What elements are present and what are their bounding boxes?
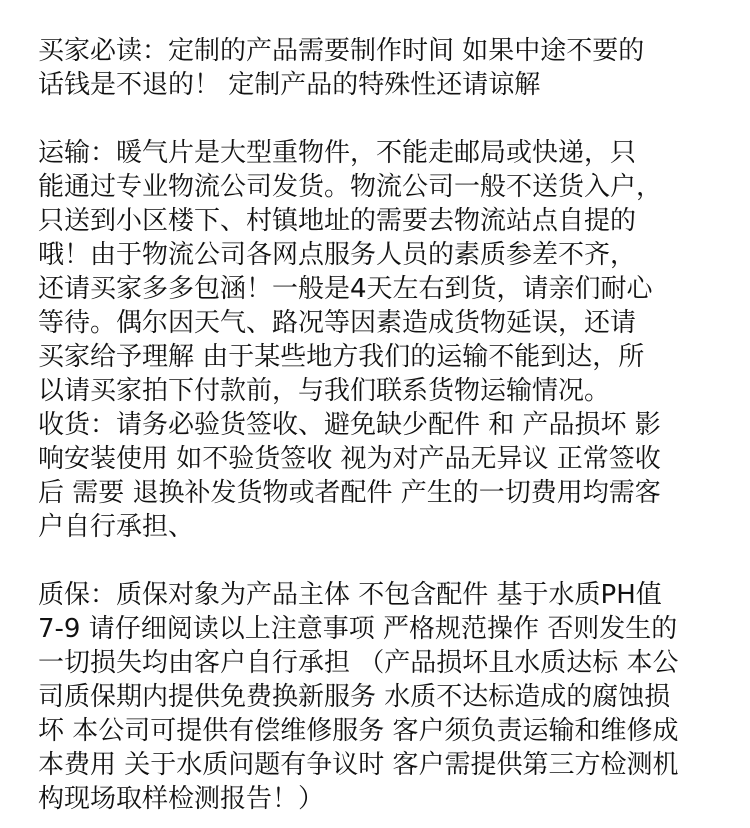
policy-document: [38, 34, 738, 816]
shipping-line: 等待。偶尔因天气、路况等因素造成货物延误，还请: [38, 308, 637, 338]
shipping-line: 能通过专业物流公司发货。物流公司一般不送货入户，: [38, 172, 663, 202]
paragraph-gap: [38, 102, 738, 136]
receiving-line: 后 需要 退换补发货物或者配件 产生的一切费用均需客: [38, 478, 661, 508]
shipping-line: 只送到小区楼下、村镇地址的需要去物流站点自提的: [38, 206, 637, 236]
notice-line: 话钱是不退的！ 定制产品的特殊性还请谅解: [38, 70, 541, 100]
shipping-line: 运输：暖气片是大型重物件，不能走邮局或快递，只: [38, 138, 637, 168]
warranty-line: 7-9 请仔细阅读以上注意事项 严格规范操作 否则发生的: [38, 614, 678, 644]
receiving-line: 户自行承担、: [38, 512, 195, 542]
warranty-line: 坏 本公司可提供有偿维修服务 客户须负责运输和维修成: [38, 716, 679, 746]
shipping-line: 买家给予理解 由于某些地方我们的运输不能到达，所: [38, 342, 645, 372]
shipping-line: 以请买家拍下付款前，与我们联系货物运输情况。: [38, 376, 611, 406]
shipping-paragraph: [38, 136, 738, 408]
warranty-paragraph: [38, 578, 738, 816]
warranty-line: 司质保期内提供免费换新服务 水质不达标造成的腐蚀损: [38, 682, 671, 712]
shipping-line: 还请买家多多包涵！一般是4天左右到货，请亲们耐心: [38, 274, 653, 304]
paragraph-gap: [38, 544, 738, 578]
notice-paragraph: [38, 34, 738, 102]
receiving-line: 响安装使用 如不验货签收 视为对产品无异议 正常签收: [38, 444, 661, 474]
receiving-line: 收货：请务必验货签收、避免缺少配件 和 产品损坏 影: [38, 410, 661, 440]
warranty-line: 质保：质保对象为产品主体 不包含配件 基于水质PH值: [38, 580, 662, 610]
warranty-line: 构现场取样检测报告！）: [38, 784, 325, 814]
warranty-line: 本费用 关于水质问题有争议时 客户需提供第三方检测机: [38, 750, 679, 780]
receiving-paragraph: [38, 408, 738, 544]
shipping-line: 哦！由于物流公司各网点服务人员的素质参差不齐，: [38, 240, 637, 270]
notice-line: 买家必读：定制的产品需要制作时间 如果中途不要的: [38, 36, 645, 66]
warranty-line: 一切损失均由客户自行承担 （产品损坏且水质达标 本公: [38, 648, 679, 678]
